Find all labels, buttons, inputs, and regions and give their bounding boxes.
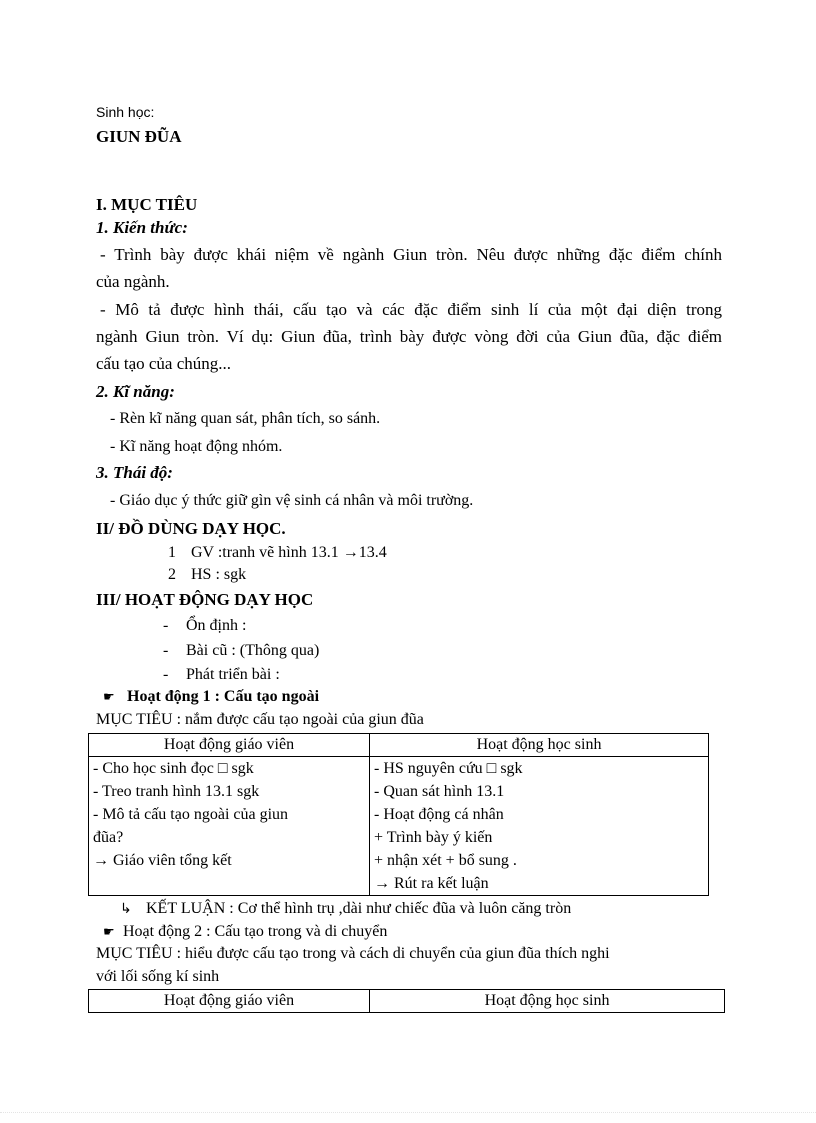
subject-label: Sinh học: [96,104,155,120]
student-line-5: + nhận xét + bổ sung . [374,852,517,869]
hooked-arrow-icon: ↳ [120,901,132,917]
table-header-student: Hoạt động học sinh [370,734,709,757]
teacher-line-1: - Cho học sinh đọc □ sgk [93,760,254,777]
teacher-line-5: → Giáo viên tổng kết [93,852,232,869]
skills-heading: 2. Kĩ năng: [96,382,175,401]
placeholder-glyph-icon: □ [217,760,228,777]
skills-item-2: - Kĩ năng hoạt động nhóm. [110,438,283,455]
step-3: Phát triển bài : [186,666,280,683]
document-title: GIUN ĐŨA [96,127,182,146]
teacher-line-4: đũa? [93,829,124,846]
knowledge-p1-line1: - Trình bày được khái niệm về ngành Giun tròn. Nêu được những đặc điểm chính [100,245,722,264]
knowledge-heading: 1. Kiến thức: [96,218,188,237]
knowledge-p2-line2: ngành Giun tròn. Ví dụ: Giun đũa, trình bày được vòng đời của Giun đũa, đặc điểm [96,327,722,346]
teacher-activities-cell [89,757,370,896]
activity-2-table [88,989,725,1013]
knowledge-p2-line1: - Mô tả được hình thái, cấu tạo và các đặc điểm sinh lí của một đại diện trong [100,300,722,319]
activity-1-objective: MỤC TIÊU : nắm được cấu tạo ngoài của giun đũa [96,711,424,728]
step-dash-2: - [163,642,169,659]
teacher-line-3: - Mô tả cấu tạo ngoài của giun [93,806,289,823]
page-bottom-divider [0,1112,816,1113]
section-2-heading: II/ ĐỒ DÙNG DẠY HỌC. [96,519,286,538]
step-dash-1: - [163,617,169,634]
equipment-num-2: 2 [168,566,176,583]
student-line-3: - Hoạt động cá nhân [374,806,504,823]
student-line-2: - Quan sát hình 13.1 [374,783,505,800]
skills-item-1: - Rèn kĩ năng quan sát, phân tích, so sánh. [110,410,381,427]
student-activities-cell [370,757,709,896]
activity-2-objective-line1: MỤC TIÊU : hiểu được cấu tạo trong và cách di chuyển của giun đũa thích nghi [96,945,610,962]
step-1: Ổn định : [186,617,247,634]
table-header-teacher: Hoạt động giáo viên [89,990,370,1013]
activity-1-heading: Hoạt động 1 : Cấu tạo ngoài [127,688,320,705]
activity-1-table [88,733,709,896]
step-2: Bài cũ : (Thông qua) [186,642,320,659]
student-line-1: - HS nguyên cứu □ sgk [374,760,523,777]
activity-2-heading: Hoạt động 2 : Cấu tạo trong và di chuyển [123,923,388,940]
teacher-line-2: - Treo tranh hình 13.1 sgk [93,783,260,800]
step-dash-3: - [163,666,169,683]
equipment-item-1: GV :tranh vẽ hình 13.1 →13.4 [191,544,387,561]
equipment-num-1: 1 [168,544,176,561]
activity-2-heading-row [103,923,387,941]
knowledge-p2-line3: cấu tạo của chúng... [96,354,231,373]
table-header-student: Hoạt động học sinh [370,990,725,1013]
placeholder-glyph-icon: □ [486,760,497,777]
knowledge-p1-line2: của ngành. [96,272,170,291]
attitude-heading: 3. Thái độ: [96,463,173,482]
equipment-item-2: HS : sgk [191,566,247,583]
table-header-teacher: Hoạt động giáo viên [89,734,370,757]
activity-1-heading-row [103,688,319,706]
section-3-heading: III/ HOẠT ĐỘNG DẠY HỌC [96,590,314,609]
pointing-hand-icon: ☛ [103,925,115,940]
activity-1-conclusion: KẾT LUẬN : Cơ thể hình trụ ,dài như chiếc đũa và luôn căng tròn [146,900,572,917]
student-line-4: + Trình bày ý kiến [374,829,493,846]
attitude-item: - Giáo dục ý thức giữ gìn vệ sinh cá nhân và môi trường. [110,492,474,509]
activity-1-conclusion-row [120,900,571,918]
section-1-heading: I. MỤC TIÊU [96,195,198,214]
activity-2-objective-line2: với lối sống kí sinh [96,968,220,985]
pointing-hand-icon: ☛ [103,690,115,705]
student-line-6: → Rút ra kết luận [374,875,489,892]
